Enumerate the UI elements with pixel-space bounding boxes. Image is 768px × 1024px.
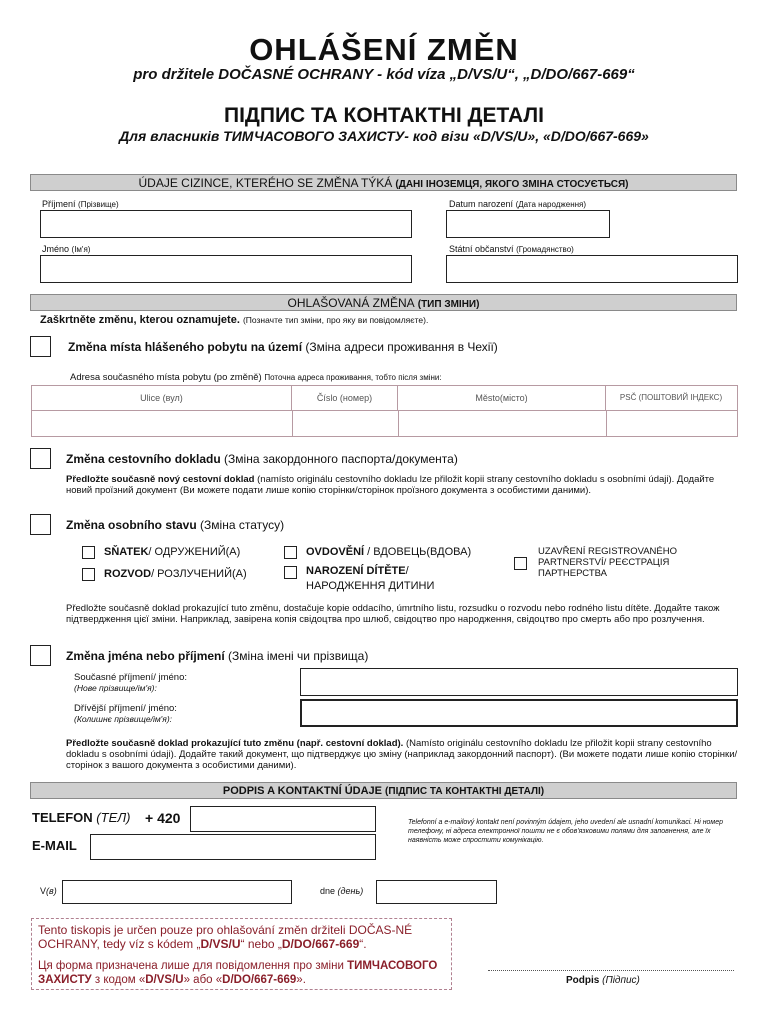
- footer-ua-mid: з кодом «: [91, 974, 146, 986]
- divorced-text: ROZVOD: [104, 568, 152, 580]
- current-name-label-text: Současné příjmení/ jméno:: [74, 672, 188, 683]
- current-name-label-ua: (Нове прізвище/ім'я):: [74, 683, 157, 693]
- email-field[interactable]: [90, 834, 376, 860]
- passport-note: [66, 474, 738, 496]
- widowed-text-ua: / ВДОВЕЦЬ(ВДОВА): [364, 546, 472, 558]
- section-bar-text: ÚDAJE CIZINCE, KTERÉHO SE ZMĚNA TÝKÁ: [138, 176, 393, 190]
- place-label-ua: (в): [46, 886, 57, 896]
- status-note: Předložte současně doklad prokazující tuto změnu, dostačuje kopie oddacího, úmrtního listu, rozsudku o rozvodu nebo rodného listu dítěte. Додайте також підтвердження цієї зміни. Наприклад, завірена копія свідоцтва про шлюб, свідоцтво про народження, свідоцтво про смерть або про розлучення.: [66, 603, 720, 625]
- footer-cz-pre: Tento tiskopis je určen pouze pro ohlašování změn držiteli DOČAS-NÉ OCHRANY, tedy víz s kódem „: [38, 923, 413, 951]
- footer-ua-pre: Ця форма призначена лише для повідомлення про зміни: [38, 960, 348, 972]
- citizenship-label-text: Státní občanství: [449, 244, 514, 254]
- footer-note-ua: [38, 959, 445, 987]
- dob-field[interactable]: [446, 210, 610, 238]
- section-bar-text: OHLAŠOVANÁ ZMĚNA: [287, 296, 415, 310]
- citizenship-label-ua: (Громадянство): [516, 245, 574, 254]
- name-label-ua: (Ім'я): [71, 245, 91, 254]
- col-street: Ulice (вул): [32, 386, 292, 410]
- married-text: SŇATEK: [104, 546, 149, 558]
- section-bar-text: PODPIS A KONTAKTNÍ ÚDAJE: [222, 785, 382, 797]
- previous-name-field[interactable]: [300, 699, 738, 727]
- name-change-heading: [66, 649, 368, 663]
- name-field[interactable]: [40, 255, 412, 283]
- status-change-heading: [66, 518, 284, 532]
- change-instruction: [40, 314, 428, 326]
- footer-note-cz: [38, 923, 445, 951]
- birth-checkbox[interactable]: [284, 566, 297, 579]
- signature-line[interactable]: [488, 970, 734, 971]
- section-bar-foreigner-data: [30, 174, 737, 191]
- section-bar-signature: [30, 782, 737, 799]
- col-city: Město(місто): [398, 386, 606, 410]
- footer-cz-post: “.: [359, 937, 367, 951]
- footer-cz-mid: “ nebo „: [240, 937, 282, 951]
- passport-title-ua: (Зміна закордонного паспорта/документа): [224, 452, 458, 466]
- dob-label-ua: (Дата народження): [515, 200, 587, 209]
- passport-note-text: (namísto originálu cestovního dokladu lze přiložit kopii strany cestovního dokladu s osobními údaji). Додайте новий проїзний документ (Ви можете подати лише копію сторінки/сторінок проїзного документа з особистими даними).: [66, 474, 715, 496]
- section-bar-change: [30, 294, 737, 311]
- address-label: [70, 372, 442, 383]
- status-title: Změna osobního stavu: [66, 518, 197, 532]
- signature-label: [566, 975, 640, 986]
- widowed-text: OVDOVĚNÍ: [306, 546, 365, 558]
- birth-text: NAROZENÍ DÍTĚTE: [306, 565, 406, 577]
- widowed-label: [306, 546, 471, 558]
- dob-label-text: Datum narození: [449, 199, 514, 209]
- instruction-text: Zaškrtněte změnu, kterou oznamujete.: [40, 314, 240, 326]
- previous-name-label: [74, 704, 177, 725]
- name-change-title: Změna jména nebo příjmení: [66, 649, 225, 663]
- address-table: [31, 385, 738, 437]
- signature-label-ua: (Підпис): [602, 975, 640, 986]
- dob-label: [449, 199, 586, 209]
- instruction-text-ua: (Позначте тип зміни, про яку ви повідомляєте).: [242, 315, 429, 325]
- date-label: [320, 886, 363, 896]
- place-field[interactable]: [62, 880, 292, 904]
- birth-text-ua2: НАРОДЖЕННЯ ДИТИНИ: [306, 580, 435, 592]
- col-postcode: PSČ (ПОШТОВИЙ ІНДЕКС): [619, 393, 723, 402]
- footer-note: [31, 918, 452, 990]
- current-name-label: [74, 673, 187, 694]
- divorced-text-ua: / РОЗЛУЧЕНИЙ(А): [151, 568, 247, 580]
- status-change-checkbox[interactable]: [30, 514, 51, 535]
- address-input-row[interactable]: [32, 410, 737, 437]
- partnership-label: UZAVŘENÍ REGISTROVANÉHO PARTNERSTVÍ/ РЕЄСТРАЦІЯ ПАРТНЕРСТВА: [538, 546, 677, 579]
- phone-label: [32, 810, 130, 825]
- residence-title-ua: (Зміна адреси проживання в Чехії): [305, 340, 498, 354]
- previous-name-label-text: Dřívější příjmení/ jméno:: [74, 703, 177, 714]
- divorced-checkbox[interactable]: [82, 568, 95, 581]
- date-label-ua: (день): [337, 886, 364, 896]
- status-title-ua: (Зміна статусу): [200, 518, 285, 532]
- email-label: E-MAIL: [32, 838, 77, 853]
- married-text-ua: / ОДРУЖЕНИЙ(А): [148, 546, 241, 558]
- contact-note: Telefonní a e-mailový kontakt není povinným údajem, jeho uvedení ale usnadní komunikaci. Ні номер телефону, ні адреса електронної пошти не є обов'язковими полями для заповнення, але їх наявність може спростити комунікацію.: [408, 819, 724, 844]
- phone-field[interactable]: [190, 806, 376, 832]
- footer-ua-post: ».: [296, 974, 306, 986]
- married-checkbox[interactable]: [82, 546, 95, 559]
- place-label: [40, 886, 57, 896]
- phone-label-ua: (ТЕЛ): [96, 810, 131, 825]
- passport-change-checkbox[interactable]: [30, 448, 51, 469]
- signature-label-text: Podpis: [566, 975, 600, 986]
- surname-label-text: Příjmení: [42, 199, 76, 209]
- residence-title: Změna místa hlášeného pobytu na území: [68, 340, 303, 354]
- col-number: Číslo (номер): [292, 386, 398, 410]
- name-change-note: [66, 738, 738, 771]
- current-name-field[interactable]: [300, 668, 738, 696]
- phone-label-text: TELEFON: [32, 810, 93, 825]
- footer-ua-code1: D/VS/U: [145, 974, 184, 986]
- surname-field[interactable]: [40, 210, 412, 238]
- page-title: OHLÁŠENÍ ZMĚN: [249, 32, 519, 67]
- passport-note-bold: Předložte současně nový cestovní doklad: [66, 474, 255, 485]
- surname-label: [42, 199, 119, 209]
- page-subtitle-ua: Для власників ТИМЧАСОВОГО ЗАХИСТУ- код візи «D/VS/U», «D/DO/667-669»: [119, 128, 649, 144]
- footer-cz-code2: D/DO/667-669: [281, 937, 360, 951]
- married-label: [104, 546, 240, 558]
- name-change-checkbox[interactable]: [30, 645, 51, 666]
- name-label-text: Jméno: [42, 244, 70, 254]
- passport-change-heading: [66, 452, 458, 466]
- widowed-checkbox[interactable]: [284, 546, 297, 559]
- place-label-text: V: [40, 886, 47, 896]
- address-label-ua: Поточна адреса проживання, тобто після зміни:: [264, 373, 442, 382]
- section-bar-text-ua: (ПІДПИС ТА КОНТАКТНІ ДЕТАЛІ): [385, 786, 545, 797]
- date-label-text: dne: [320, 886, 336, 896]
- divorced-label: [104, 568, 247, 580]
- phone-prefix: + 420: [145, 810, 181, 826]
- section-bar-text-ua: (ТИП ЗМІНИ): [417, 299, 480, 310]
- footer-cz-code1: D/VS/U: [200, 937, 241, 951]
- residence-change-heading: [68, 340, 498, 354]
- residence-change-checkbox[interactable]: [30, 336, 51, 357]
- footer-ua-mid2: » або «: [183, 974, 223, 986]
- previous-name-label-ua: (Колишнє прізвище/ім'я):: [74, 714, 173, 724]
- page-title-ua: ПІДПИС ТА КОНТАКТНІ ДЕТАЛІ: [223, 104, 545, 127]
- name-label: [42, 244, 90, 254]
- citizenship-label: [449, 244, 574, 254]
- address-label-text: Adresa současného místa pobytu (po změně): [70, 372, 262, 383]
- section-bar-text-ua: (ДАНІ ІНОЗЕМЦЯ, ЯКОГО ЗМІНА СТОСУЄТЬСЯ): [395, 179, 629, 190]
- page-subtitle: pro držitele DOČASNÉ OCHRANY - kód víza „D/VS/U“, „D/DO/667-669“: [133, 66, 635, 83]
- footer-ua-code2: D/DO/667-669: [222, 974, 297, 986]
- passport-title: Změna cestovního dokladu: [66, 452, 221, 466]
- footer-ua-bold: ТИМЧАСОВОГО ЗАХИСТУ: [38, 960, 438, 986]
- partnership-checkbox[interactable]: [514, 557, 527, 570]
- surname-label-ua: (Прізвище): [78, 200, 119, 209]
- date-field[interactable]: [376, 880, 497, 904]
- birth-text-ua: /: [405, 565, 409, 577]
- name-change-note-bold: Předložte současně doklad prokazující tuto změnu (např. cestovní doklad).: [66, 738, 404, 749]
- citizenship-field[interactable]: [446, 255, 738, 283]
- name-change-note-text: (Namísto originálu cestovního dokladu lze přiložit kopii strany cestovního dokladu s osobními údaji). Додайте такий документ, що підтверджує цю зміну (наприклад закордонний паспорт). (Ви можете подати лише копію сторінки/сторінок з вашого документа з особистими даними).: [66, 738, 738, 771]
- name-change-title-ua: (Зміна імені чи прізвища): [228, 649, 369, 663]
- birth-label: [306, 564, 434, 594]
